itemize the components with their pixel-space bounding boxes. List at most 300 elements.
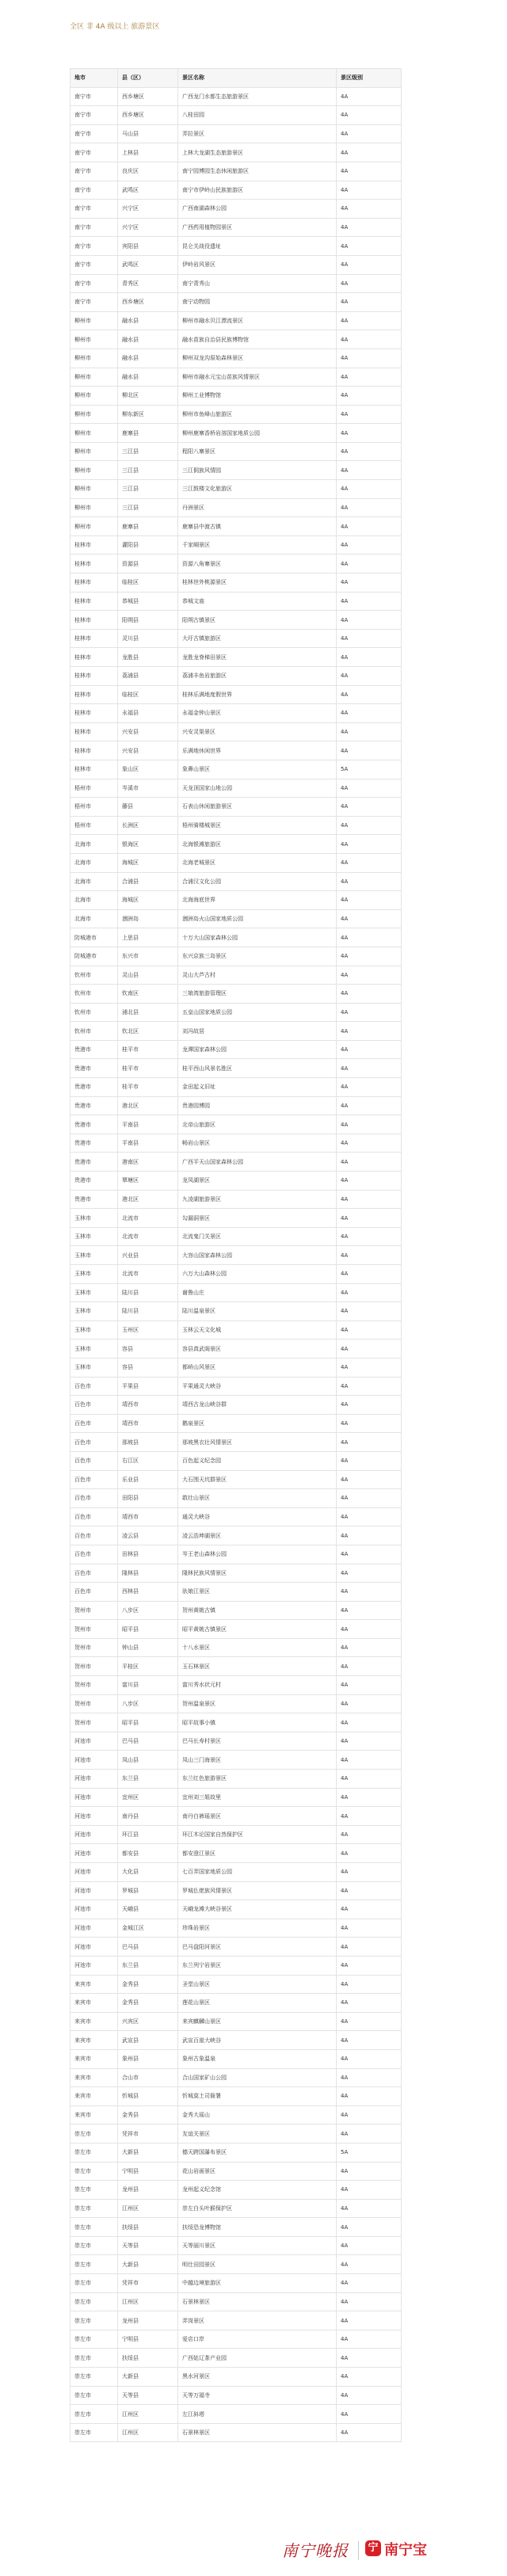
table-row [71,2236,402,2255]
cell-scenic-name: 岑王老山森林公园 [178,1545,337,1564]
cell-county: 巴马县 [118,1732,178,1751]
scenic-area-table [70,68,402,2442]
cell-county: 平南县 [118,1134,178,1153]
cell-level: 4A [337,162,402,181]
cell-city: 百色市 [71,1396,118,1415]
cell-city: 防城港市 [71,928,118,947]
cell-city: 崇左市 [71,2368,118,2387]
table-row [71,1657,402,1676]
footer-logos [0,2532,507,2576]
table-row [71,1956,402,1975]
cell-city: 柳州市 [71,480,118,499]
cell-level: 4A [337,1732,402,1751]
cell-city: 河池市 [71,1938,118,1957]
table-row [71,872,402,891]
cell-level: 4A [337,255,402,274]
table-row [71,2124,402,2143]
table-row [71,1825,402,1844]
cell-county: 港北区 [118,1096,178,1115]
table-body [71,87,402,2442]
cell-scenic-name: 陆川温泉景区 [178,1302,337,1321]
cell-city: 桂林市 [71,741,118,760]
cell-city: 百色市 [71,1545,118,1564]
cell-level: 4A [337,853,402,872]
cell-scenic-name: 隆林民族风情景区 [178,1564,337,1583]
cell-county: 东兰县 [118,1956,178,1975]
cell-level: 4A [337,891,402,910]
cell-county: 天峨县 [118,1900,178,1919]
cell-county: 平南县 [118,1115,178,1134]
cell-level: 4A [337,442,402,461]
cell-city: 柳州市 [71,387,118,406]
cell-scenic-name: 忻城莫土司衙署 [178,2087,337,2106]
cell-scenic-name: 勾漏洞景区 [178,1209,337,1228]
cell-county: 海城区 [118,891,178,910]
table-row [71,1153,402,1172]
cell-county: 金秀县 [118,1975,178,1994]
cell-city: 南宁市 [71,237,118,256]
cell-scenic-name: 三江侗族风情园 [178,461,337,480]
cell-city: 梧州市 [71,816,118,835]
cell-city: 河池市 [71,1807,118,1826]
table-row [71,2181,402,2200]
cell-city: 桂林市 [71,592,118,611]
cell-scenic-name: 合山国家矿山公园 [178,2068,337,2087]
cell-county: 田林县 [118,1545,178,1564]
cell-county: 三江县 [118,498,178,517]
cell-level: 4A [337,554,402,574]
cell-level: 4A [337,1227,402,1246]
cell-county: 凭祥市 [118,2274,178,2293]
cell-scenic-name: 象鼻山景区 [178,760,337,779]
cell-county: 靖西市 [118,1396,178,1415]
cell-scenic-name: 广西南湖森林公园 [178,200,337,219]
table-row [71,554,402,574]
cell-city: 梧州市 [71,798,118,817]
cell-level: 4A [337,629,402,648]
table-row [71,2031,402,2050]
cell-scenic-name: 莲花山景区 [178,1994,337,2013]
cell-city: 河池市 [71,1770,118,1789]
cell-city: 崇左市 [71,2199,118,2218]
table-row [71,1209,402,1228]
cell-level: 4A [337,1059,402,1078]
table-row [71,1676,402,1695]
table-row [71,143,402,162]
cell-county: 岑溪市 [118,779,178,798]
cell-level: 4A [337,2236,402,2255]
cell-scenic-name: 灵山大芦古村 [178,966,337,985]
cell-level: 4A [337,2218,402,2237]
cell-level: 4A [337,1844,402,1863]
cell-city: 崇左市 [71,2330,118,2349]
cell-county: 北流市 [118,1209,178,1228]
cell-county: 柳东新区 [118,405,178,424]
cell-level: 5A [337,760,402,779]
cell-level: 4A [337,798,402,817]
cell-city: 贵港市 [71,1078,118,1097]
cell-city: 南宁市 [71,106,118,125]
table-row [71,1115,402,1134]
cell-county: 乐业县 [118,1470,178,1489]
table-row [71,1975,402,1994]
cell-city: 崇左市 [71,2143,118,2162]
cell-scenic-name: 龙州起义纪念馆 [178,2181,337,2200]
cell-scenic-name: 百色起义纪念园 [178,1451,337,1470]
table-row [71,1694,402,1713]
cell-city: 柳州市 [71,311,118,330]
cell-city: 桂林市 [71,704,118,723]
cell-city: 柳州市 [71,405,118,424]
cell-level: 4A [337,1507,402,1526]
cell-scenic-name: 八桂田园 [178,106,337,125]
table-row [71,1227,402,1246]
cell-city: 百色市 [71,1526,118,1545]
cell-level: 4A [337,872,402,891]
cell-county: 合山市 [118,2068,178,2087]
cell-county: 环江县 [118,1825,178,1844]
cell-level: 4A [337,816,402,835]
table-row [71,1283,402,1302]
cell-level: 4A [337,1601,402,1620]
table-row [71,1040,402,1059]
table-row [71,1583,402,1602]
cell-city: 崇左市 [71,2274,118,2293]
cell-scenic-name: 十万大山国家森林公园 [178,928,337,947]
cell-level: 4A [337,985,402,1004]
cell-scenic-name: 南丹白裤瑶景区 [178,1807,337,1826]
cell-level: 4A [337,1302,402,1321]
table-row [71,966,402,985]
cell-city: 玉林市 [71,1265,118,1284]
cell-level: 4A [337,835,402,854]
cell-county: 上林县 [118,143,178,162]
cell-city: 南宁市 [71,162,118,181]
cell-county: 桂平市 [118,1078,178,1097]
cell-county: 海城区 [118,853,178,872]
cell-county: 大新县 [118,2143,178,2162]
cell-scenic-name: 昭平故事小镇 [178,1713,337,1732]
cell-scenic-name: 金秀大瑶山 [178,2105,337,2124]
table-row [71,1265,402,1284]
cell-level: 4A [337,1414,402,1433]
cell-city: 崇左市 [71,2349,118,2368]
table-row [71,1489,402,1508]
cell-scenic-name: 柳州市融水元宝山苗族风情景区 [178,368,337,387]
cell-scenic-name: 北海海底世界 [178,891,337,910]
cell-level: 4A [337,1246,402,1265]
table-row [71,1900,402,1919]
cell-level: 4A [337,1003,402,1022]
cell-county: 西乡塘区 [118,87,178,106]
cell-scenic-name: 石表山休闲旅游景区 [178,798,337,817]
cell-scenic-name: 圣堂山景区 [178,1975,337,1994]
table-row [71,2199,402,2218]
cell-scenic-name: 靖西古龙山峡谷群 [178,1396,337,1415]
cell-county: 金秀县 [118,2105,178,2124]
cell-county: 田阳县 [118,1489,178,1508]
cell-city: 崇左市 [71,2218,118,2237]
cell-level: 4A [337,143,402,162]
table-row [71,704,402,723]
cell-level: 4A [337,1190,402,1209]
cell-county: 都安县 [118,1844,178,1863]
cell-county: 平桂区 [118,1657,178,1676]
nanningbao-mark-icon: 宁 [365,2540,381,2556]
cell-city: 钦州市 [71,966,118,985]
cell-level: 4A [337,200,402,219]
cell-level: 4A [337,2274,402,2293]
cell-city: 河池市 [71,1825,118,1844]
cell-city: 桂林市 [71,667,118,686]
table-row [71,1881,402,1900]
cell-city: 崇左市 [71,2423,118,2442]
cell-scenic-name: 玉石林景区 [178,1657,337,1676]
table-row [71,1003,402,1022]
cell-city: 百色市 [71,1433,118,1452]
cell-scenic-name: 驮娘江景区 [178,1583,337,1602]
cell-scenic-name: 龙胜龙脊梯田景区 [178,648,337,667]
cell-level: 4A [337,1956,402,1975]
cell-level: 4A [337,611,402,630]
cell-city: 百色市 [71,1414,118,1433]
cell-county: 隆林县 [118,1564,178,1583]
cell-scenic-name: 梧州骑楼城景区 [178,816,337,835]
cell-city: 南宁市 [71,200,118,219]
table-row [71,2068,402,2087]
cell-county: 北流市 [118,1227,178,1246]
cell-scenic-name: 贺州黄姚古镇 [178,1601,337,1620]
cell-level: 4A [337,704,402,723]
cell-city: 来宾市 [71,2087,118,2106]
cell-county: 三江县 [118,480,178,499]
cell-level: 4A [337,181,402,200]
cell-level: 4A [337,461,402,480]
table-row [71,1601,402,1620]
cell-city: 玉林市 [71,1246,118,1265]
header-name: 景区名称 [178,69,337,88]
cell-county: 右江区 [118,1451,178,1470]
cell-county: 桂平市 [118,1059,178,1078]
cell-city: 桂林市 [71,685,118,704]
table-row [71,1433,402,1452]
table-row [71,424,402,443]
table-row [71,124,402,143]
cell-scenic-name: 金田起义旧址 [178,1078,337,1097]
cell-county: 金城江区 [118,1919,178,1938]
table-row [71,1134,402,1153]
cell-county: 永福县 [118,704,178,723]
cell-city: 南宁市 [71,143,118,162]
cell-city: 柳州市 [71,442,118,461]
table-row [71,311,402,330]
cell-scenic-name: 上林大龙湖生态旅游景区 [178,143,337,162]
cell-county: 资源县 [118,554,178,574]
cell-city: 贺州市 [71,1657,118,1676]
cell-level: 4A [337,1022,402,1041]
cell-level: 4A [337,2031,402,2050]
cell-city: 北海市 [71,835,118,854]
cell-city: 河池市 [71,1844,118,1863]
cell-scenic-name: 武宣百崖大峡谷 [178,2031,337,2050]
table-row [71,1844,402,1863]
cell-scenic-name: 花山岩画景区 [178,2162,337,2181]
cell-scenic-name: 伊岭岩风景区 [178,255,337,274]
table-row [71,741,402,760]
cell-city: 百色市 [71,1489,118,1508]
cell-scenic-name: 丹洲景区 [178,498,337,517]
cell-scenic-name: 大石围天坑群景区 [178,1470,337,1489]
table-row [71,779,402,798]
table-row [71,1059,402,1078]
table-row [71,667,402,686]
cell-level: 4A [337,1209,402,1228]
cell-county: 临桂区 [118,574,178,593]
cell-county: 龙州县 [118,2181,178,2200]
table-row [71,349,402,368]
cell-county: 灌阳县 [118,535,178,554]
cell-county: 阳朔县 [118,611,178,630]
cell-city: 贺州市 [71,1620,118,1639]
cell-level: 4A [337,330,402,349]
cell-city: 桂林市 [71,535,118,554]
cell-scenic-name: 刘冯故居 [178,1022,337,1041]
cell-county: 钦北区 [118,1022,178,1041]
cell-county: 凌云县 [118,1526,178,1545]
cell-scenic-name: 巴马长寿村景区 [178,1732,337,1751]
cell-scenic-name: 广西平天山国家森林公园 [178,1153,337,1172]
cell-scenic-name: 通灵大峡谷 [178,1507,337,1526]
cell-city: 柳州市 [71,368,118,387]
cell-level: 4A [337,424,402,443]
cell-county: 兴安县 [118,722,178,741]
cell-county: 兴业县 [118,1246,178,1265]
table-row [71,237,402,256]
cell-county: 柳北区 [118,387,178,406]
cell-county: 临桂区 [118,685,178,704]
cell-scenic-name: 石景林景区 [178,2292,337,2311]
cell-scenic-name: 黑水河景区 [178,2368,337,2387]
cell-county: 融水县 [118,330,178,349]
cell-level: 4A [337,2012,402,2031]
cell-scenic-name: 昆仑关战役遗址 [178,237,337,256]
cell-scenic-name: 富川秀水状元村 [178,1676,337,1695]
cell-level: 4A [337,498,402,517]
table-row [71,480,402,499]
table-row [71,1377,402,1396]
table-row [71,1732,402,1751]
cell-scenic-name: 鹿寨县中渡古镇 [178,517,337,536]
cell-city: 钦州市 [71,1003,118,1022]
cell-county: 富川县 [118,1676,178,1695]
header-city: 地市 [71,69,118,88]
cell-scenic-name: 凤山三门海景区 [178,1751,337,1770]
cell-city: 柳州市 [71,517,118,536]
table-row [71,2218,402,2237]
cell-level: 4A [337,741,402,760]
cell-city: 河池市 [71,1863,118,1882]
table-row [71,592,402,611]
cell-scenic-name: 柳州双龙沟原始森林景区 [178,349,337,368]
cell-scenic-name: 广西龙门水都生态旅游景区 [178,87,337,106]
cell-scenic-name: 北海银滩旅游区 [178,835,337,854]
cell-scenic-name: 环江木论国家自然保护区 [178,1825,337,1844]
table-row [71,2386,402,2405]
cell-level: 4A [337,1807,402,1826]
table-row [71,798,402,817]
cell-scenic-name: 九凌湖旅游景区 [178,1190,337,1209]
cell-county: 融水县 [118,349,178,368]
cell-city: 南宁市 [71,293,118,312]
cell-city: 南宁市 [71,218,118,237]
cell-county: 宁明县 [118,2162,178,2181]
table-row [71,1320,402,1339]
cell-scenic-name: 来宾麒麟山景区 [178,2012,337,2031]
cell-scenic-name: 南宁青秀山 [178,274,337,293]
cell-county: 凤山县 [118,1751,178,1770]
table-header-row [71,69,402,88]
cell-level: 4A [337,1545,402,1564]
cell-scenic-name: 北海老城景区 [178,853,337,872]
cell-county: 龙胜县 [118,648,178,667]
cell-scenic-name: 广西药用植物园景区 [178,218,337,237]
cell-county: 八步区 [118,1601,178,1620]
cell-county: 那坡县 [118,1433,178,1452]
cell-county: 港北区 [118,1190,178,1209]
cell-city: 南宁市 [71,274,118,293]
cell-county: 凭祥市 [118,2124,178,2143]
cell-level: 4A [337,2124,402,2143]
table-row [71,1620,402,1639]
cell-county: 武鸣区 [118,181,178,200]
cell-city: 玉林市 [71,1209,118,1228]
cell-city: 百色市 [71,1564,118,1583]
cell-level: 4A [337,1040,402,1059]
cell-county: 巴马县 [118,1938,178,1957]
cell-city: 贵港市 [71,1040,118,1059]
cell-city: 来宾市 [71,1975,118,1994]
cell-scenic-name: 鹅泉景区 [178,1414,337,1433]
cell-city: 北海市 [71,891,118,910]
cell-scenic-name: 都峤山风景区 [178,1358,337,1377]
cell-scenic-name: 弄岗景区 [178,2311,337,2330]
cell-level: 4A [337,1377,402,1396]
cell-county: 江州区 [118,2405,178,2424]
cell-county: 武鸣区 [118,255,178,274]
cell-city: 南宁市 [71,124,118,143]
cell-level: 4A [337,517,402,536]
cell-level: 4A [337,535,402,554]
table-row [71,162,402,181]
cell-county: 合浦县 [118,872,178,891]
cell-county: 兴宾区 [118,2012,178,2031]
table-row [71,1807,402,1826]
cell-city: 玉林市 [71,1227,118,1246]
cell-city: 河池市 [71,1919,118,1938]
table-row [71,181,402,200]
cell-scenic-name: 大容山国家森林公园 [178,1246,337,1265]
table-row [71,2349,402,2368]
cell-level: 4A [337,1283,402,1302]
cell-level: 4A [337,1994,402,2013]
cell-scenic-name: 七百弄国家地质公园 [178,1863,337,1882]
cell-city: 桂林市 [71,760,118,779]
cell-city: 百色市 [71,1507,118,1526]
cell-scenic-name: 巴马盘阳河景区 [178,1938,337,1957]
cell-level: 4A [337,1489,402,1508]
cell-county: 东兴市 [118,947,178,966]
cell-county: 宜州区 [118,1788,178,1807]
